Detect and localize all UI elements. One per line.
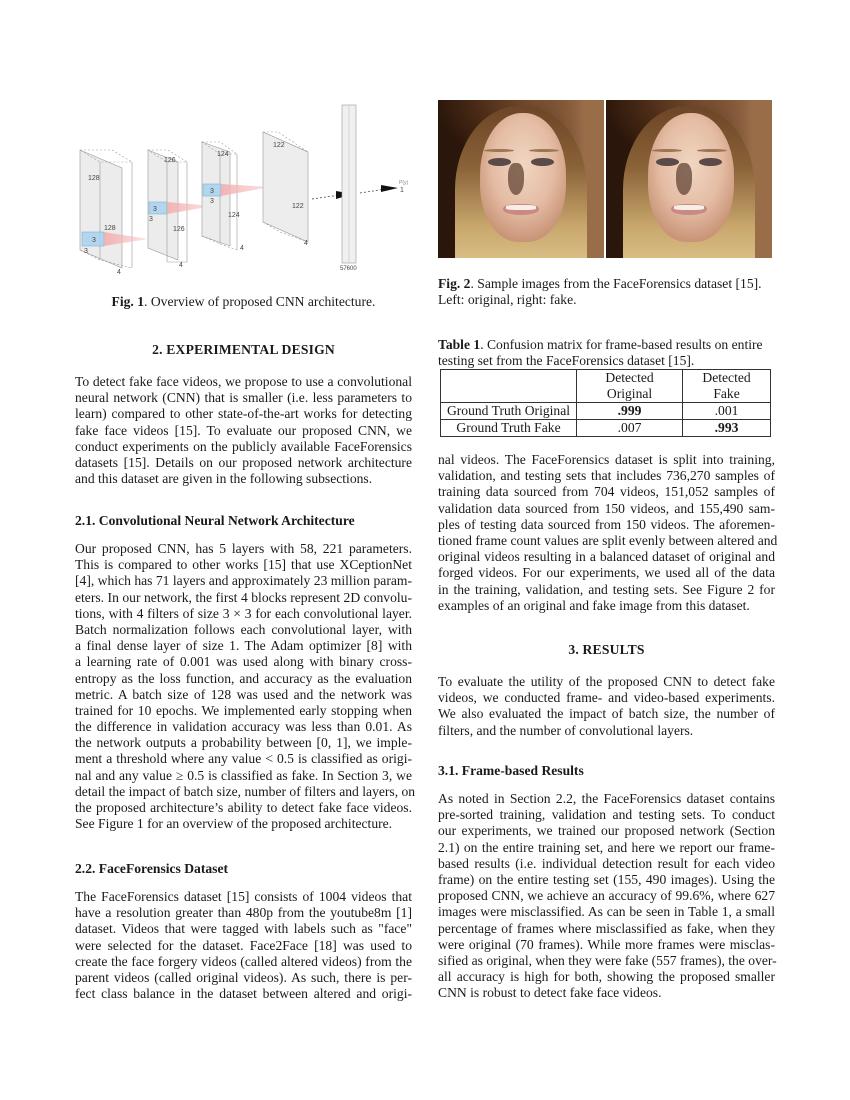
section-3-1-body: As noted in Section 2.2, the FaceForensics dataset contains pre-sorted training, validation and testing sets. To conduct our experiments, we trained our proposed network (Section 2.1) on the entire training set, and here we report our frame- based results (i.e. individual detection result for each video frame) on the entire testing set (155, 490 images). Using the proposed CNN, we achieve an accuracy of 99.6%, where 627 images were misclassified. As can be seen in Table 1, a small percentage of frames where misclassified as fake, when they were original (70 frames). While more frames were misclas- sified as original, when they were fake (557 frames), the over- all accuracy is high for both, showing the proposed smaller CNN is robust to detect fake face videos.: [438, 791, 777, 1001]
section-2-1-heading: 2.1. Convolutional Neural Network Architecture: [75, 513, 355, 528]
block1-depth: 4: [117, 269, 121, 276]
table-header-row: Detected Original Detected Fake: [441, 370, 771, 403]
block4-depth: 4: [304, 240, 308, 247]
conv-block-3: [202, 142, 270, 250]
dense-size-label: 57600: [340, 266, 357, 272]
table-1-caption: Table 1. Confusion matrix for frame-based results on entire testing set from the FaceForensics dataset [15].: [438, 337, 763, 369]
conv-block-1: [80, 150, 148, 268]
block2-inner-label: 126: [173, 226, 185, 233]
svg-text:P(y): P(y): [399, 180, 409, 186]
block1-top-label: 128: [88, 175, 100, 182]
confusion-matrix-table: [440, 369, 771, 437]
arrow-to-output-icon: [381, 185, 398, 192]
block2-depth: 4: [179, 262, 183, 269]
block2-kernel-w: 3: [153, 206, 157, 213]
section-3-body: To evaluate the utility of the proposed CNN to detect fake videos, we conducted frame- and video-based experiments. We also evaluated the impact of batch size, the number of filters, and the number of convolutional layers.: [438, 674, 775, 738]
block4-top-label: 122: [273, 142, 285, 149]
section-2-intro: To detect fake face videos, we propose to use a convolutional neural network (CNN) that is smaller (i.e. less parameters to learn) compared to other state-of-the-art works for detecting fake face videos [15]. To evaluate our proposed CNN, we conduct experiments on the publicly available FaceForensics datasets [15]. Details on our proposed network architecture and this dataset are given in the following subsections.: [75, 374, 412, 487]
block1-inner-label: 128: [104, 225, 116, 232]
output-size-label: 1: [400, 187, 404, 194]
section-2-2-continued: nal videos. The FaceForensics dataset is split into training, validation, and testing sets that includes 736,270 samples of training data sourced from 704 videos, 151,052 samples of validation data sourced from 150 videos, and 155,490 sam- ples of testing data sourced from 150 videos. The aforemen- tioned frame count values are split evenly between altered and original videos resulting in a balanced dataset of original and forged videos. For our experiments, we used all of the data in the training, validation, and testing sets. See Figure 2 for examples of an original and fake image from this dataset.: [438, 452, 778, 613]
section-3-1-heading: 3.1. Frame-based Results: [438, 763, 584, 778]
block3-kernel-w: 3: [210, 188, 214, 195]
section-2-2-body: The FaceForensics dataset [15] consists of 1004 videos that have a resolution greater than 480p from the youtube8m [1] dataset. Videos that were tagged with labels such as "face" were selected for the dataset. Face2Face [18] was used to create the face forgery videos (called altered videos) from the parent videos (called original videos). As such, there is per- fect class balance in the dataset between altered and origi-: [75, 889, 412, 1002]
table-row: Ground Truth Original .999 .001: [441, 403, 771, 420]
dense-layer: [342, 105, 356, 263]
section-2-2-heading: 2.2. FaceForensics Dataset: [75, 861, 229, 876]
block4-inner-label: 122: [292, 203, 304, 210]
figure-2-images: [438, 100, 772, 258]
block1-kernel-h: 3: [84, 248, 88, 255]
block3-kernel-h: 3: [210, 198, 214, 205]
section-2-1-body: Our proposed CNN, has 5 layers with 58, 221 parameters. This is compared to other works [15] that use XCeptionNet [4], which has 71 layers and approximately 23 million param- eters. In our network, the first 4 blocks represent 2D convolu- tions, with 4 filters of size 3 × 3 for each convolutional layer. Batch normalization follows each convolutional layer, with a final dense layer of size 1. The Adam optimizer [8] with a learning rate of 0.001 was used along with binary cross- entropy as the loss function, and accuracy as the evaluation metric. A batch size of 128 was used and the network was trained for 10 epochs. We implemented early stopping when the difference in validation accuracy was less than 0.01. As the network outputs a probability between [0, 1], we imple- ment a threshold where any value < 0.5 is classified as origi- nal and any value ≥ 0.5 is classified as fake. In Section 3, we detail the impact of batch size, number of filters and layers, on the proposed architecture’s ability to detect fake face videos. See Figure 1 for an overview of the proposed architecture.: [75, 541, 416, 832]
block2-top-label: 126: [164, 157, 176, 164]
figure-1-cnn-diagram: [70, 100, 415, 280]
fake-face-image: [606, 100, 772, 258]
original-face-image: [438, 100, 604, 258]
section-2-heading: 2. EXPERIMENTAL DESIGN: [152, 342, 335, 357]
block2-kernel-h: 3: [149, 216, 153, 223]
section-3-heading: 3. RESULTS: [568, 642, 645, 657]
block1-kernel-w: 3: [92, 237, 96, 244]
table-row: Ground Truth Fake .007 .993: [441, 420, 771, 437]
block3-top-label: 124: [217, 151, 229, 158]
figure-2-caption: Fig. 2. Sample images from the FaceForensics dataset [15]. Left: original, right: fake.: [438, 276, 762, 308]
figure-1-caption: Fig. 1. Overview of proposed CNN architecture.: [111, 294, 376, 309]
block3-inner-label: 124: [228, 212, 240, 219]
conv-block-4: [263, 132, 308, 242]
block3-depth: 4: [240, 245, 244, 252]
